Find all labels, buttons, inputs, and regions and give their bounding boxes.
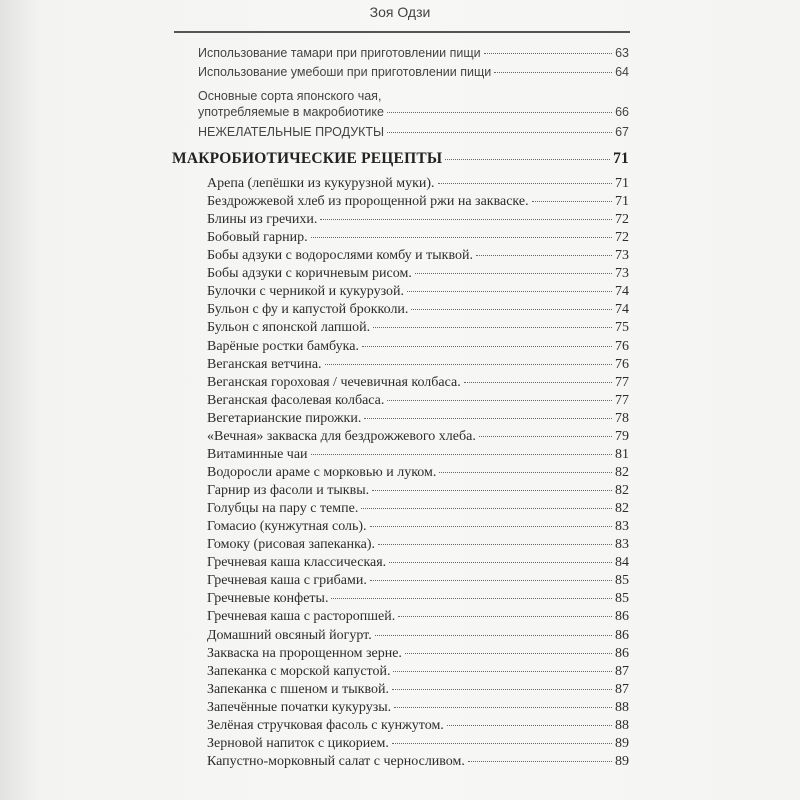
toc-entry-page: 77 — [615, 374, 629, 390]
toc-entry-page: 72 — [615, 212, 629, 228]
dot-leader — [393, 671, 612, 672]
toc-entry-page: 77 — [615, 392, 629, 408]
dot-leader — [325, 364, 612, 365]
toc-entry-page: 82 — [615, 464, 629, 480]
toc-recipe-entry — [207, 664, 629, 680]
toc-entry-page: 86 — [615, 609, 629, 625]
toc-entry-title: Гарнир из фасоли и тыквы. — [207, 483, 370, 499]
toc-entry-title: Бобовый гарнир. — [207, 230, 308, 246]
toc-recipe-entry — [207, 393, 629, 409]
toc-recipe-entry — [207, 718, 629, 734]
dot-leader — [532, 201, 612, 202]
dot-leader — [411, 309, 612, 310]
toc-entry-title: Домашний овсяный йогурт. — [207, 627, 372, 643]
toc-entry-title: Гречневая каша классическая. — [207, 555, 387, 571]
toc-entry-title: Гомасио (кунжутная соль). — [207, 519, 367, 535]
toc-entry-title: Бобы адзуки с коричневым рисом. — [207, 266, 412, 282]
toc-recipe-entry — [207, 194, 629, 210]
toc-entry-page: 85 — [615, 591, 629, 607]
toc-entry-title: Бульон с фу и капустой брокколи. — [207, 302, 409, 318]
toc-entry-title: НЕЖЕЛАТЕЛЬНЫЕ ПРОДУКТЫ — [198, 125, 385, 139]
toc-recipe-entry — [207, 628, 629, 644]
dot-leader — [464, 382, 612, 383]
toc-entry-title: Веганская гороховая / чечевичная колбаса. — [207, 374, 461, 390]
toc-entry-page: 86 — [615, 645, 629, 661]
toc-entry-title: Витаминные чаи — [207, 446, 308, 462]
toc-recipe-entry — [207, 465, 629, 481]
toc-section-heading — [172, 150, 629, 168]
toc-entry-page: 74 — [615, 284, 629, 300]
dot-leader — [372, 490, 612, 491]
toc-entry-page: 63 — [615, 46, 629, 60]
toc-entry-title: Запеканка с морской капустой. — [207, 663, 391, 679]
toc-entry-page: 86 — [615, 627, 629, 643]
toc-entry-title: Бездрожжевой хлеб из пророщенной ржи на закваске. — [207, 194, 529, 210]
toc-entry-page: 88 — [615, 699, 629, 715]
toc-recipe-entry — [207, 212, 629, 228]
dot-leader — [392, 689, 612, 690]
toc-entry-title: Веганская фасолевая колбаса. — [207, 392, 385, 408]
toc-entry-page: 79 — [615, 428, 629, 444]
toc-recipe-entry — [207, 519, 629, 535]
dot-leader — [370, 580, 612, 581]
dot-leader — [373, 327, 612, 328]
toc-recipe-entry — [207, 339, 629, 355]
toc-recipe-entry — [207, 447, 629, 463]
toc-recipe-entry — [207, 483, 629, 499]
toc-entry-page: 81 — [615, 446, 629, 462]
dot-leader — [394, 707, 612, 708]
toc-entry-page: 73 — [615, 266, 629, 282]
dot-leader — [362, 346, 612, 347]
toc-recipe-entry — [207, 375, 629, 391]
dot-leader — [494, 72, 612, 73]
section-title: МАКРОБИОТИЧЕСКИЕ РЕЦЕПТЫ — [172, 150, 443, 167]
toc-recipe-entry — [207, 357, 629, 373]
toc-entry-page: 82 — [615, 483, 629, 499]
toc-entry-title: Булочки с черникой и кукурузой. — [207, 284, 405, 300]
toc-entry-title: Вегетарианские пирожки. — [207, 410, 362, 426]
header-rule — [174, 31, 630, 33]
dot-leader — [405, 653, 612, 654]
toc-recipe-entry — [207, 429, 629, 445]
dot-leader — [331, 598, 612, 599]
toc-recipe-entry — [207, 646, 629, 662]
toc-entry-title: Гречневые конфеты. — [207, 591, 329, 607]
toc-entry-page: 78 — [615, 410, 629, 426]
toc-entry — [198, 46, 629, 60]
toc-entry-page: 72 — [615, 230, 629, 246]
toc-recipe-entry — [207, 700, 629, 716]
toc-entry-title: Бульон с японской лапшой. — [207, 320, 371, 336]
toc-entry-title: Запечённые початки кукурузы. — [207, 699, 392, 715]
toc-entry-page: 83 — [615, 537, 629, 553]
toc-recipe-entry — [207, 501, 629, 517]
toc-entry-page: 84 — [615, 555, 629, 571]
dot-leader — [445, 159, 610, 160]
toc-entry-page: 83 — [615, 519, 629, 535]
toc-entry-title: Гречневая каша с грибами. — [207, 573, 367, 589]
toc-recipe-entry — [207, 284, 629, 300]
toc-entry-title: Варёные ростки бамбука. — [207, 338, 359, 354]
toc-recipe-entry — [207, 555, 629, 571]
toc-entry-page: 87 — [615, 663, 629, 679]
toc-entry-title: Зерновой напиток с цикорием. — [207, 735, 389, 751]
dot-leader — [415, 273, 612, 274]
toc-entry-page: 75 — [615, 320, 629, 336]
toc-entry-page: 87 — [615, 681, 629, 697]
dot-leader — [479, 436, 612, 437]
dot-leader — [476, 255, 612, 256]
toc-recipe-entry — [207, 230, 629, 246]
toc-entry — [198, 65, 629, 79]
toc-recipe-entry — [207, 248, 629, 264]
dot-leader — [447, 725, 612, 726]
toc-recipe-entry — [207, 537, 629, 553]
toc-entry-page: 73 — [615, 248, 629, 264]
toc-entry-page: 74 — [615, 302, 629, 318]
toc-entry-title: Блины из гречихи. — [207, 212, 318, 228]
running-header-author: Зоя Одзи — [369, 4, 431, 20]
toc-recipe-entry — [207, 609, 629, 625]
toc-recipe-entry — [207, 754, 629, 770]
dot-leader — [375, 635, 612, 636]
toc-entry-page: 89 — [615, 753, 629, 769]
toc-entry-page: 85 — [615, 573, 629, 589]
toc-entry-page: 88 — [615, 717, 629, 733]
dot-leader — [407, 291, 612, 292]
toc-entry-page: 89 — [615, 735, 629, 751]
toc-entry-title: Зелёная стручковая фасоль с кунжутом. — [207, 717, 444, 733]
toc-entry-title: Капустно-морковный салат с черносливом. — [207, 753, 465, 769]
toc-entry-title-line2: употребляемые в макробиотике — [198, 105, 384, 119]
toc-recipe-entry — [207, 411, 629, 427]
dot-leader — [370, 526, 612, 527]
dot-leader — [387, 112, 612, 113]
toc-recipe-entry — [207, 682, 629, 698]
dot-leader — [398, 616, 612, 617]
toc-entry-title: Веганская ветчина. — [207, 356, 322, 372]
toc-recipe-entry — [207, 176, 629, 192]
toc-recipe-entry — [207, 266, 629, 282]
toc-entry-title-line1: Основные сорта японского чая, — [198, 89, 382, 103]
toc-entry-title: Бобы адзуки с водорослями комбу и тыквой. — [207, 248, 473, 264]
dot-leader — [392, 743, 612, 744]
toc-entry-page: 82 — [615, 501, 629, 517]
toc-entry-title: Голубцы на пару с темпе. — [207, 501, 359, 517]
toc-entry-page: 67 — [615, 125, 629, 139]
dot-leader — [311, 454, 612, 455]
dot-leader — [387, 400, 612, 401]
toc-recipe-entry — [207, 302, 629, 318]
dot-leader — [389, 562, 612, 563]
toc-entry-title: Запеканка с пшеном и тыквой. — [207, 681, 389, 697]
toc-recipe-entry — [207, 320, 629, 336]
dot-leader — [387, 132, 612, 133]
toc-recipe-entry — [207, 736, 629, 752]
toc-recipe-entry — [207, 591, 629, 607]
dot-leader — [364, 418, 612, 419]
toc-recipe-entry — [207, 573, 629, 589]
toc-entry-title: Использование тамари при приготовлении пищи — [198, 46, 481, 60]
dot-leader — [439, 472, 612, 473]
toc-entry-tea — [198, 88, 629, 119]
dot-leader — [311, 237, 612, 238]
toc-entry-page: 66 — [615, 105, 629, 119]
toc-entry-unwanted-products — [198, 125, 629, 139]
dot-leader — [484, 53, 612, 54]
toc-entry-title: Водоросли араме с морковью и луком. — [207, 464, 437, 480]
toc-entry-page: 76 — [615, 338, 629, 354]
toc-entry-title: Использование умебоши при приготовлении пищи — [198, 65, 492, 79]
dot-leader — [378, 544, 612, 545]
toc-entry-page: 71 — [615, 194, 629, 210]
dot-leader — [468, 761, 612, 762]
toc-entry-page: 64 — [615, 65, 629, 79]
toc-entry-title: Закваска на пророщенном зерне. — [207, 645, 402, 661]
dot-leader — [438, 183, 612, 184]
toc-entry-title: «Вечная» закваска для бездрожжевого хлеба. — [207, 428, 476, 444]
section-page: 71 — [613, 150, 629, 167]
dot-leader — [361, 508, 612, 509]
dot-leader — [320, 219, 612, 220]
toc-entry-title: Гомоку (рисовая запеканка). — [207, 537, 376, 553]
toc-entry-page: 76 — [615, 356, 629, 372]
toc-entry-title: Гречневая каша с расторопшей. — [207, 609, 396, 625]
toc-entry-page: 71 — [615, 176, 629, 191]
toc-entry-title: Арепа (лепёшки из кукурузной муки). — [207, 176, 435, 191]
